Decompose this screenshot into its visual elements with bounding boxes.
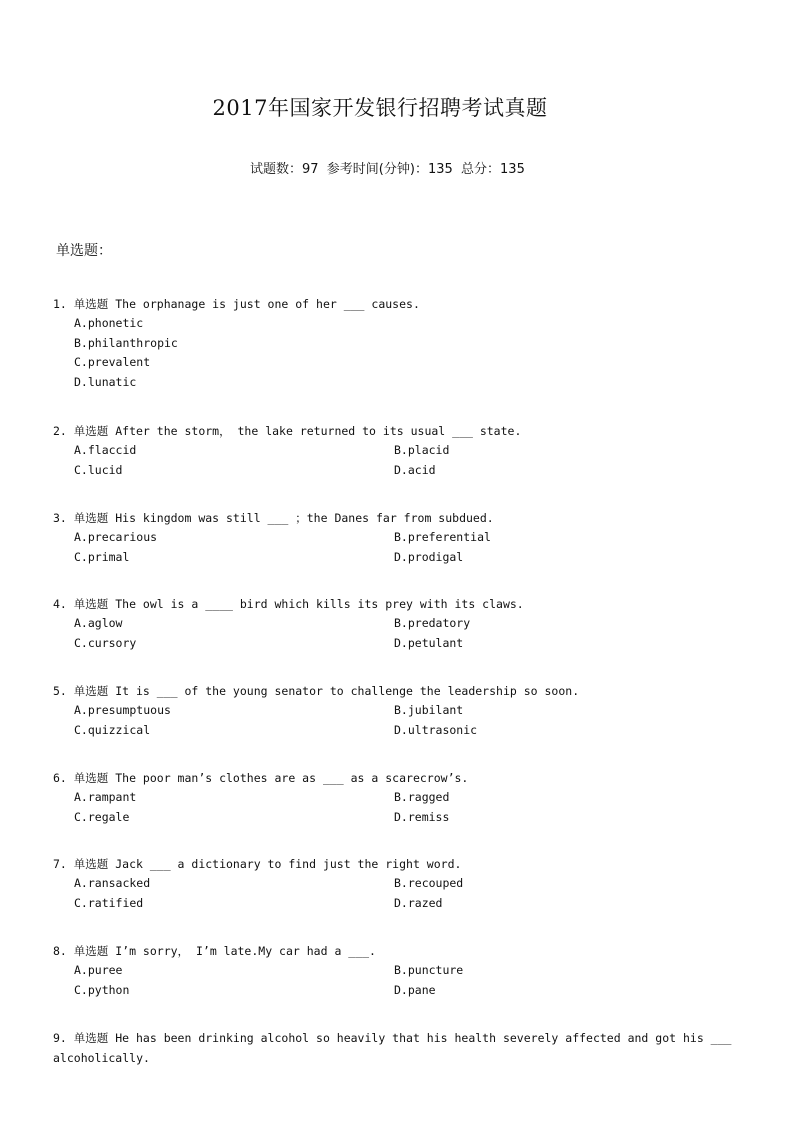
- question-type-tag: 单选题: [73, 684, 109, 698]
- option-c[interactable]: C.quizzical: [74, 722, 151, 737]
- option-d[interactable]: D.prodigal: [394, 549, 464, 564]
- question-number: 8.: [53, 944, 67, 958]
- option-c[interactable]: C.regale: [74, 809, 130, 824]
- question-type-tag: 单选题: [73, 424, 109, 438]
- question-number: 7.: [53, 857, 67, 871]
- option-b[interactable]: B.predatory: [394, 616, 471, 630]
- option-b[interactable]: B.recouped: [394, 876, 464, 890]
- question-stem: [53, 681, 634, 701]
- question-number: 6.: [53, 771, 67, 785]
- question-2: [53, 421, 634, 480]
- question-number: 9.: [53, 1031, 67, 1045]
- option-c[interactable]: C.python: [74, 982, 130, 997]
- option-b[interactable]: B.ragged: [394, 790, 450, 804]
- question-type-tag: 单选题: [73, 297, 109, 311]
- question-text: I’m sorry， I’m late.My car had a ___.: [115, 944, 376, 958]
- section-title: 单选题：: [56, 243, 112, 259]
- option-c[interactable]: C.lucid: [74, 462, 123, 477]
- question-stem: [53, 294, 420, 314]
- option-b[interactable]: B.jubilant: [394, 703, 464, 717]
- option-d[interactable]: D.razed: [394, 895, 443, 910]
- option-b[interactable]: B.placid: [394, 443, 450, 457]
- exam-meta: 试题数：97 参考时间(分钟)：135 总分：135: [250, 162, 525, 177]
- question-9: [53, 1028, 743, 1068]
- option-d[interactable]: D.ultrasonic: [394, 722, 478, 737]
- question-text: Jack ___ a dictionary to find just the right word.: [115, 857, 462, 871]
- question-1: [53, 294, 420, 392]
- option-a[interactable]: A.ransacked: [74, 876, 151, 890]
- option-c[interactable]: C.primal: [74, 549, 130, 564]
- option-a[interactable]: A.aglow: [74, 616, 123, 630]
- option-b[interactable]: B.philanthropic: [74, 335, 178, 350]
- option-a[interactable]: A.precarious: [74, 530, 158, 544]
- option-c[interactable]: C.cursory: [74, 635, 137, 650]
- question-6: [53, 768, 634, 827]
- question-text: The orphanage is just one of her ___ causes.: [115, 297, 420, 311]
- question-type-tag: 单选题: [73, 771, 109, 785]
- question-text: The owl is a ____ bird which kills its prey with its claws.: [115, 597, 524, 611]
- question-type-tag: 单选题: [73, 857, 109, 871]
- question-number: 3.: [53, 511, 67, 525]
- option-a[interactable]: A.phonetic: [74, 316, 144, 330]
- question-number: 5.: [53, 684, 67, 698]
- question-number: 1.: [53, 297, 67, 311]
- question-text: His kingdom was still ___ ；the Danes far from subdued.: [115, 511, 494, 525]
- option-c[interactable]: C.prevalent: [74, 355, 151, 369]
- question-stem: [53, 854, 634, 874]
- option-a[interactable]: A.puree: [74, 963, 123, 977]
- option-a[interactable]: A.rampant: [74, 790, 137, 804]
- question-stem: [53, 594, 634, 614]
- question-text: It is ___ of the young senator to challenge the leadership so soon.: [115, 684, 580, 698]
- question-text: After the storm， the lake returned to its usual ___ state.: [115, 424, 522, 438]
- question-number: 4.: [53, 597, 67, 611]
- page-title: 2017年国家开发银行招聘考试真题: [212, 96, 548, 120]
- question-8: [53, 941, 634, 1000]
- question-stem: [53, 941, 634, 961]
- question-stem: [53, 1028, 743, 1068]
- question-type-tag: 单选题: [73, 511, 109, 525]
- question-stem: [53, 421, 634, 441]
- question-7: [53, 854, 634, 913]
- question-text: He has been drinking alcohol so heavily that his health severely affected and got his ___ alcoholically.: [53, 1031, 732, 1065]
- option-d[interactable]: D.pane: [394, 982, 436, 997]
- question-3: [53, 508, 634, 567]
- question-4: [53, 594, 634, 653]
- question-text: The poor man’s clothes are as ___ as a scarecrow’s.: [115, 771, 469, 785]
- option-c[interactable]: C.ratified: [74, 895, 144, 910]
- question-type-tag: 单选题: [73, 944, 109, 958]
- option-d[interactable]: D.acid: [394, 462, 436, 477]
- question-number: 2.: [53, 424, 67, 438]
- option-d[interactable]: D.remiss: [394, 809, 450, 824]
- question-type-tag: 单选题: [73, 1031, 109, 1045]
- option-d[interactable]: D.petulant: [394, 635, 464, 650]
- question-5: [53, 681, 634, 740]
- question-stem: [53, 768, 634, 788]
- option-b[interactable]: B.puncture: [394, 963, 464, 977]
- option-b[interactable]: B.preferential: [394, 530, 491, 544]
- question-type-tag: 单选题: [73, 597, 109, 611]
- option-a[interactable]: A.presumptuous: [74, 703, 171, 717]
- option-a[interactable]: A.flaccid: [74, 443, 137, 457]
- option-d[interactable]: D.lunatic: [74, 374, 137, 389]
- question-stem: [53, 508, 634, 528]
